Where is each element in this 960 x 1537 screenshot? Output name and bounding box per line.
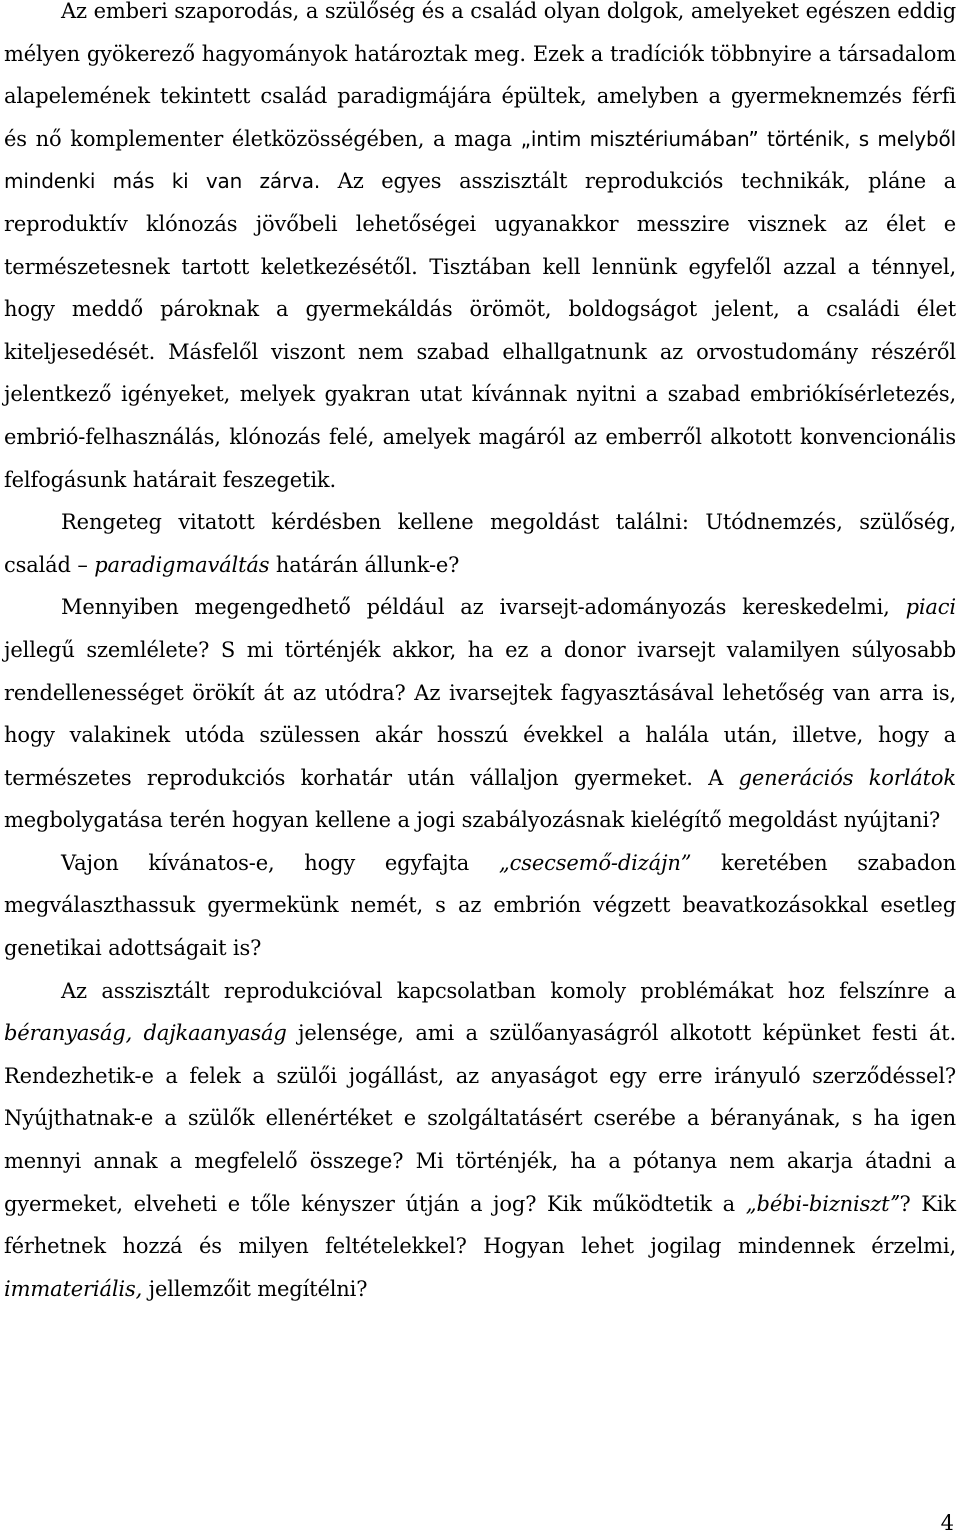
paragraph-3 (4, 586, 956, 842)
paragraph-5-emphasis-2: „bébi-biznisztˮ (745, 1191, 900, 1216)
paragraph-2-text-1: Rengeteg vitatott kérdésben kellene megoldást találni: Utódnemzés, szülőség, család – (4, 510, 956, 577)
paragraph-1 (4, 0, 956, 501)
paragraph-1-text-1: Az emberi szaporodás, a szülőség és a család olyan dolgok, amelyeket egészen eddig mélyen gyökerező hagyományok határoztak meg. Ezek a tradíciók többnyire a társadalom alapelemének tekintett család paradigmájára épültek, amelyben a gyermeknemzés férfi és nő komplementer életközösségében, a maga (4, 0, 956, 151)
paragraph-2-emphasis-1: paradigmaváltás (94, 552, 270, 577)
paragraph-3-emphasis-2: generációs korlátok (738, 765, 956, 790)
paragraph-4-emphasis-1: „csecsemő-dizájn” (498, 850, 692, 875)
paragraph-3-emphasis-1: piaci (905, 595, 956, 620)
paragraph-5-text-3: ? Kik férhetnek hozzá és milyen feltételekkel? Hogyan lehet jogilag mindennek érzelmi, (4, 1191, 956, 1259)
paragraph-5-emphasis-1: béranyaság, dajkaanyaság (4, 1021, 287, 1046)
paragraph-2-text-2: határán állunk-e? (269, 552, 460, 577)
document-page (4, 0, 956, 1310)
page-number: 4 (940, 1511, 954, 1535)
paragraph-3-text-3: megbolygatása terén hogyan kellene a jogi szabályozásnak kielégítő megoldást nyújtani? (4, 808, 941, 833)
paragraph-5-emphasis-3: immateriális, (4, 1276, 143, 1301)
paragraph-1-text-4: Tisztában kell lennünk egyfelől azzal a ténnyel, hogy meddő pároknak a gyermekáldás örömöt, boldogságot jelent, a családi élet kiteljesedését. Másfelől viszont nem szabad elhallgatnunk az orvostudomány részéről jelentkező igényeket, melyek gyakran utat kívánnak nyitni a szabad embriókísérletezés, embrió-felhasználás, klónozás felé, amelyek magáról az emberről alkotott konvencionális felfogásunk határait feszegetik. (4, 254, 956, 492)
paragraph-5 (4, 970, 956, 1311)
paragraph-1-text-3: Az egyes asszisztált reprodukciós technikák, pláne a reproduktív klónozás jövőbeli lehetőségei ugyanakkor messzire visznek az élet e természetesnek tartott keletkezésétől. (4, 169, 956, 279)
paragraph-4-text-2: keretében szabadon megválaszthassuk gyermekünk nemét, s az embrión végzett beavatkozásokkal esetleg genetikai adottságait is? (4, 850, 956, 961)
paragraph-5-text-4: jellemzőit megítélni? (142, 1276, 368, 1301)
paragraph-4-text-1: Vajon kívánatos-e, hogy egyfajta (61, 850, 499, 875)
paragraph-4 (4, 842, 956, 970)
paragraph-3-text-2: jellegű szemlélete? S mi történjék akkor, ha ez a donor ivarsejt valamilyen súlyosabb rendellenességet örökít át az utódra? Az ivarsejtek fagyasztásával lehetőség van arra is, hogy valakinek utóda szülessen akár hosszú évekkel a halála után, illetve, hogy a természetes reprodukciós korhatár után vállaljon gyermeket. A (4, 637, 956, 790)
paragraph-5-text-1: Az asszisztált reprodukcióval kapcsolatban komoly problémákat hoz felszínre a (61, 978, 956, 1003)
paragraph-1-text-2: „intim misztériumában” történik, s melyből mindenki más ki van zárva. (4, 126, 956, 194)
paragraph-3-text-1: Mennyiben megengedhető például az ivarsejt-adományozás kereskedelmi, (61, 595, 906, 620)
paragraph-2 (4, 501, 956, 586)
paragraph-5-text-2: jelensége, ami a szülőanyaságról alkotott képünket festi át. Rendezhetik-e a felek a szülői jogállást, az anyaságot egy erre irányuló szerződéssel? Nyújthatnak-e a szülők ellenértéket e szolgáltatásért cserébe a béranyának, s ha igen mennyi annak a megfelelő összege? Mi történjék, ha a pótanya nem akarja átadni a gyermeket, elveheti e tőle kényszer útján a jog? Kik működtetik a (4, 1021, 957, 1216)
